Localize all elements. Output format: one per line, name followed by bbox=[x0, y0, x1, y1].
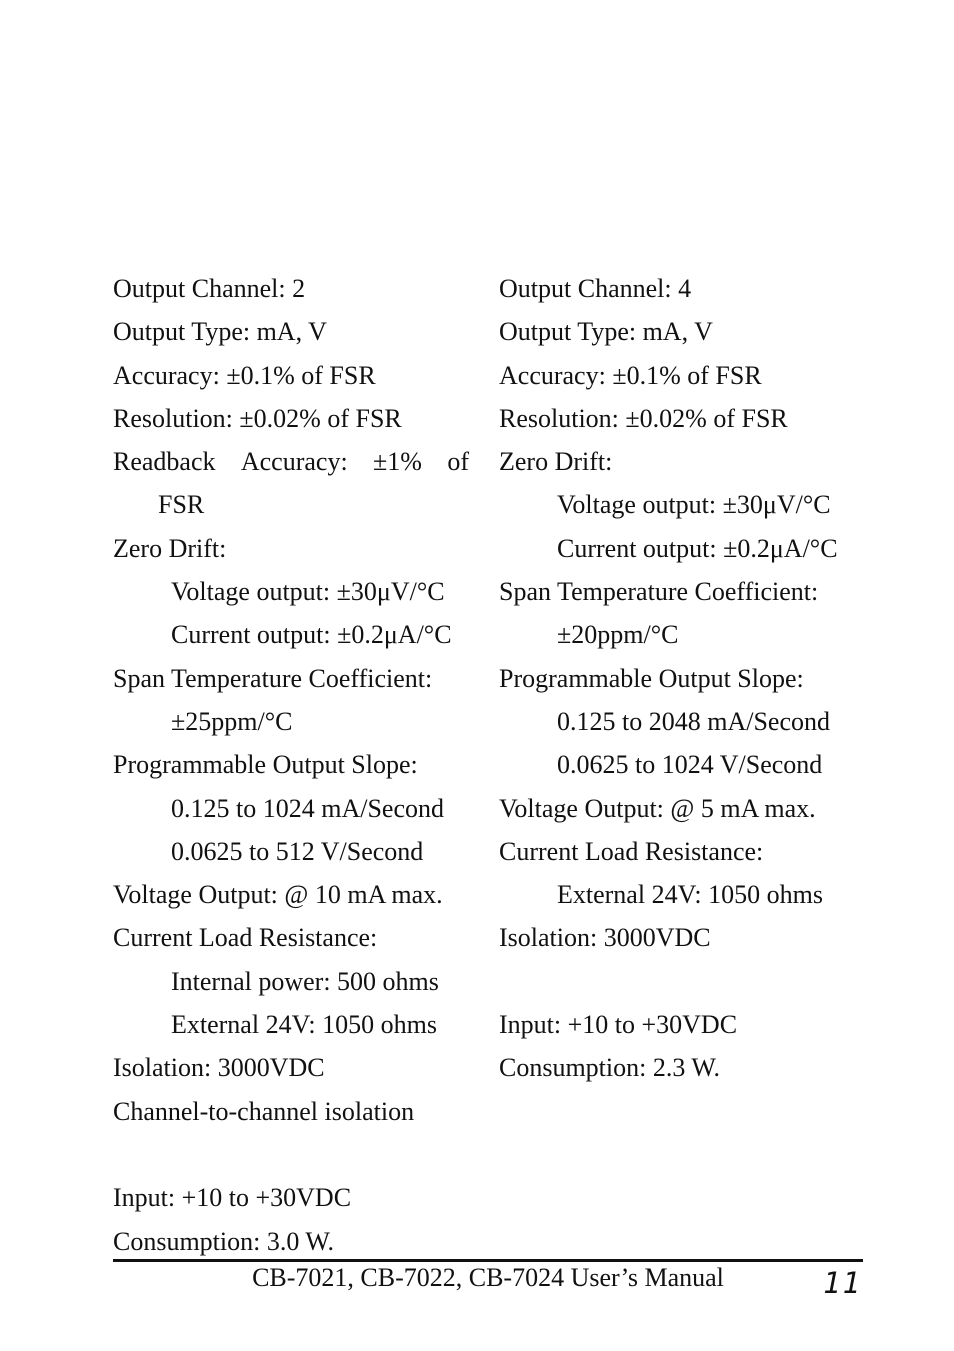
right-load-resistance: Current Load Resistance: bbox=[499, 836, 764, 866]
left-output-channel: Output Channel: 2 bbox=[113, 274, 306, 303]
left-span-temp-value: ±25ppm/°C bbox=[171, 706, 293, 736]
right-spec-column bbox=[499, 267, 889, 1090]
right-isolation: Isolation: 3000VDC bbox=[499, 923, 711, 953]
right-consumption: Consumption: 2.3 W. bbox=[499, 1053, 721, 1083]
left-isolation: Isolation: 3000VDC bbox=[113, 1053, 325, 1083]
right-resolution: Resolution: ±0.02% of FSR bbox=[499, 403, 788, 433]
right-accuracy: Accuracy: ±0.1% of FSR bbox=[499, 360, 762, 390]
left-internal-power: Internal power: 500 ohms bbox=[171, 966, 439, 996]
left-readback-continuation: FSR bbox=[158, 490, 205, 520]
right-input: Input: +10 to +30VDC bbox=[499, 1010, 738, 1040]
left-readback-word-1: Readback bbox=[113, 447, 216, 477]
right-slope-current: 0.125 to 2048 mA/Second bbox=[557, 706, 830, 736]
right-output-type: Output Type: mA, V bbox=[499, 317, 713, 347]
right-voltage-drift: Voltage output: ±30μV/°C bbox=[557, 490, 831, 520]
left-accuracy: Accuracy: ±0.1% of FSR bbox=[113, 360, 376, 390]
left-spacer bbox=[113, 1133, 485, 1176]
left-current-drift: Current output: ±0.2μA/°C bbox=[171, 620, 452, 650]
footer-manual-title: CB-7021, CB-7022, CB-7024 User’s Manual bbox=[252, 1263, 724, 1292]
right-output-slope: Programmable Output Slope: bbox=[499, 663, 804, 693]
right-external-24v: External 24V: 1050 ohms bbox=[557, 880, 823, 910]
left-resolution: Resolution: ±0.02% of FSR bbox=[113, 403, 402, 433]
left-readback-word-4: of bbox=[447, 447, 469, 477]
left-zero-drift: Zero Drift: bbox=[113, 533, 227, 563]
left-span-temp: Span Temperature Coefficient: bbox=[113, 663, 433, 693]
left-spec-column bbox=[113, 267, 485, 1263]
right-slope-voltage: 0.0625 to 1024 V/Second bbox=[557, 750, 823, 780]
right-current-drift: Current output: ±0.2μA/°C bbox=[557, 533, 838, 563]
left-consumption: Consumption: 3.0 W. bbox=[113, 1226, 335, 1256]
left-output-type: Output Type: mA, V bbox=[113, 317, 327, 347]
left-readback-word-2: Accuracy: bbox=[240, 447, 348, 477]
left-slope-voltage: 0.0625 to 512 V/Second bbox=[171, 836, 424, 866]
left-external-24v: External 24V: 1050 ohms bbox=[171, 1010, 437, 1040]
left-readback-word-3: ±1% bbox=[373, 447, 422, 477]
right-zero-drift: Zero Drift: bbox=[499, 447, 613, 477]
left-slope-current: 0.125 to 1024 mA/Second bbox=[171, 793, 444, 823]
right-span-temp-value: ±20ppm/°C bbox=[557, 620, 679, 650]
right-output-channel: Output Channel: 4 bbox=[499, 274, 692, 303]
left-input: Input: +10 to +30VDC bbox=[113, 1183, 352, 1213]
left-readback-accuracy bbox=[113, 440, 469, 483]
left-voltage-drift: Voltage output: ±30μV/°C bbox=[171, 577, 445, 607]
left-output-slope: Programmable Output Slope: bbox=[113, 750, 418, 780]
right-voltage-output: Voltage Output: @ 5 mA max. bbox=[499, 793, 816, 823]
right-span-temp: Span Temperature Coefficient: bbox=[499, 577, 819, 607]
left-load-resistance: Current Load Resistance: bbox=[113, 923, 378, 953]
right-spacer bbox=[499, 960, 889, 1003]
page-number: 11 bbox=[823, 1266, 862, 1300]
left-voltage-output: Voltage Output: @ 10 mA max. bbox=[113, 880, 443, 910]
left-channel-isolation: Channel-to-channel isolation bbox=[113, 1096, 415, 1126]
